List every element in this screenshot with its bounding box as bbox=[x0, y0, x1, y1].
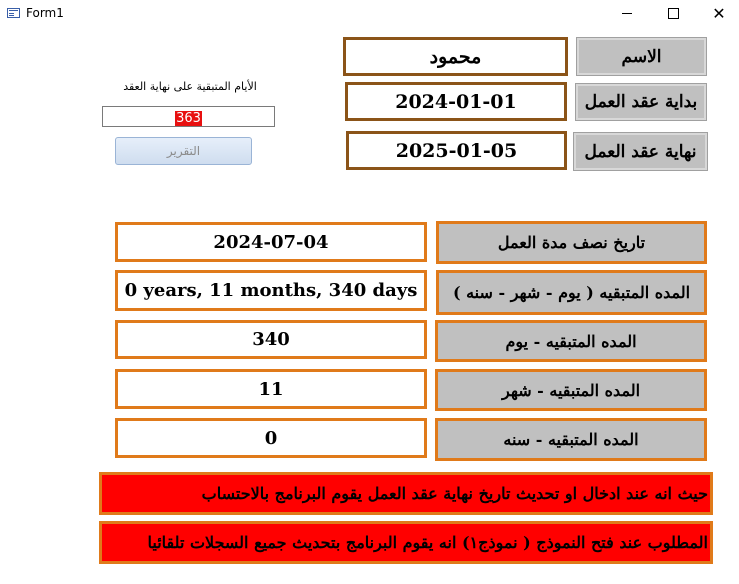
remaining-days-caption: الأيام المتبقية على نهاية العقد bbox=[123, 80, 257, 93]
title-bar bbox=[0, 0, 739, 28]
name-value-field[interactable]: محمود bbox=[343, 37, 568, 76]
report-button[interactable]: التقرير bbox=[115, 137, 252, 165]
window-title: Form1 bbox=[26, 6, 64, 20]
mid-date-field[interactable]: 2024-07-04 bbox=[115, 222, 427, 262]
remaining-years-field[interactable]: 0 bbox=[115, 418, 427, 458]
remaining-years-label: المده المتبقيه - سنه bbox=[435, 418, 707, 461]
form-icon bbox=[7, 8, 20, 18]
minimize-button[interactable] bbox=[604, 0, 650, 28]
end-date-field[interactable]: 2025-01-05 bbox=[346, 131, 567, 170]
end-date-label: نهاية عقد العمل bbox=[574, 133, 707, 170]
remaining-days-input[interactable] bbox=[102, 106, 275, 127]
name-label: الاسم bbox=[577, 38, 706, 75]
maximize-button[interactable] bbox=[650, 0, 696, 28]
start-date-field[interactable]: 2024-01-01 bbox=[345, 82, 567, 121]
remaining-full-field[interactable]: 0 years, 11 months, 340 days bbox=[115, 270, 427, 311]
remaining-days-value: 363 bbox=[176, 111, 201, 126]
note-update-on-open: المطلوب عند فتح النموذج ( نموذج١) انه يقوم البرنامج بتحديث جميع السجلات تلقائيا bbox=[99, 521, 713, 564]
remaining-days-field[interactable]: 340 bbox=[115, 320, 427, 359]
note-recalc-on-update: حيث انه عند ادخال او تحديث تاريخ نهاية عقد العمل يقوم البرنامج بالاحتساب bbox=[99, 472, 713, 515]
minimize-icon bbox=[622, 13, 632, 14]
remaining-full-label: المده المتبقيه ( يوم - شهر - سنه ) bbox=[436, 270, 707, 315]
maximize-icon bbox=[668, 8, 679, 19]
remaining-days-label: المده المتبقيه - يوم bbox=[435, 320, 707, 362]
remaining-months-field[interactable]: 11 bbox=[115, 369, 427, 409]
close-button[interactable]: ✕ bbox=[712, 4, 726, 23]
remaining-months-label: المده المتبقيه - شهر bbox=[435, 369, 707, 411]
start-date-label: بداية عقد العمل bbox=[576, 84, 706, 120]
mid-date-label: تاريخ نصف مدة العمل bbox=[436, 221, 707, 264]
